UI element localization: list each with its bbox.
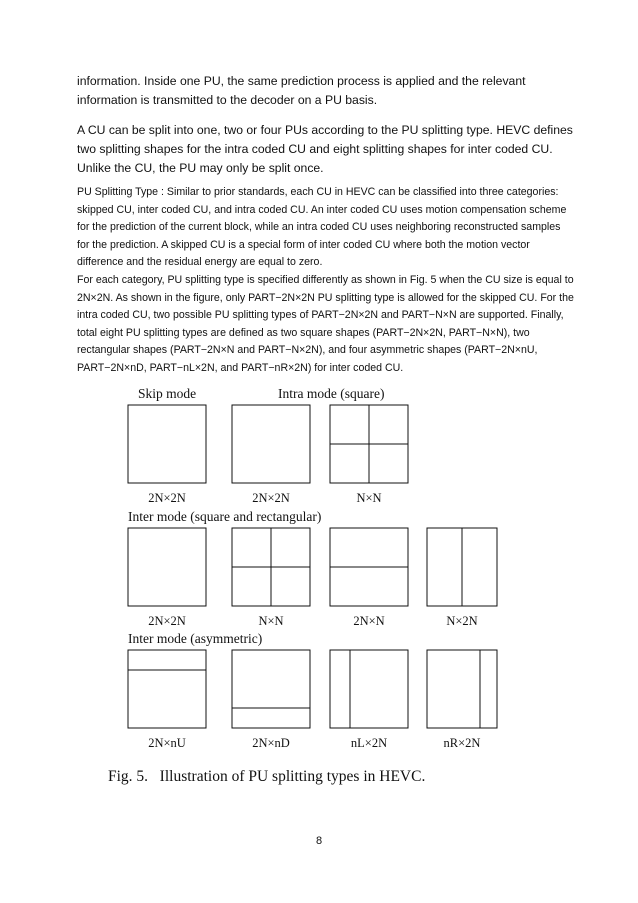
figure-caption: Fig. 5. Illustration of PU splitting types in HEVC. [108, 768, 426, 785]
label-asym-2NxnU: 2N×nU [148, 736, 186, 750]
pu-splitting-diagram [110, 378, 430, 788]
label-inter-2NxN: 2N×N [353, 614, 385, 628]
label-intra-2Nx2N: 2N×2N [252, 491, 290, 505]
pu-block-asym-2NxnU [128, 650, 206, 728]
paragraph-pu-splitting-type: PU Splitting Type : Similar to prior standards, each CU in HEVC can be classified into three categories: skipped CU, inter coded CU, and intra coded CU. An inter coded CU uses motion compensation scheme for the prediction of the current block, while an intra coded CU uses neighboring reconstructed samples for the prediction. A skipped CU is a special form of inter coded CU where both the motion vector difference and the residual energy are equal to zero. [77, 186, 567, 268]
heading-inter-mode-square: Inter mode (square and rectangular) [128, 509, 322, 524]
paragraph-each-category: For each category, PU splitting type is specified differently as shown in Fig. 5 when the CU size is equal to 2N×2N. As shown in the figure, only PART−2N×2N PU splitting type is allowed for the skipped CU. For the intra coded CU, two possible PU splitting types of PART−2N×2N and PART−N×N are supported. Finally, total eight PU splitting types are defined as two square shapes (PART−2N×2N, PART−N×N), two rectangular shapes (PART−2N×N and PART−N×2N), and four asymmetric shapes (PART−2N×nU, PART−2N×nD, PART−nL×2N, and PART−nR×2N) for inter coded CU. [77, 274, 574, 374]
heading-skip-mode: Skip mode [138, 386, 197, 401]
figure-5-column-4 [426, 378, 508, 763]
label-asym-2NxnD: 2N×nD [252, 736, 290, 750]
paragraph-pu-intro: information. Inside one PU, the same prediction process is applied and the relevant information is transmitted to the decoder on a PU basis. [77, 74, 526, 107]
pu-block-asym-nRx2N [427, 650, 497, 728]
pu-block-asym-2NxnD [232, 650, 310, 728]
label-intra-NxN: N×N [356, 491, 382, 505]
paragraph-cu-split: A CU can be split into one, two or four PUs according to the PU splitting type. HEVC defines two splitting shapes for the intra coded CU and eight splitting shapes for inter coded CU. Unlike the CU, the PU may only be split once. [77, 123, 573, 175]
label-skip-2Nx2N: 2N×2N [148, 491, 186, 505]
page-number: 8 [315, 835, 323, 847]
label-asym-nRx2N: nR×2N [443, 736, 481, 750]
pu-block-asym-nLx2N [330, 650, 408, 728]
pu-splitting-diagram-col4 [426, 378, 508, 758]
pu-block-inter-2Nx2N [128, 528, 206, 606]
label-asym-nLx2N: nL×2N [350, 736, 388, 750]
heading-intra-mode: Intra mode (square) [278, 386, 385, 401]
pu-block-skip-2Nx2N [128, 405, 206, 483]
label-inter-Nx2N: N×2N [446, 614, 478, 628]
figure-5 [110, 378, 430, 793]
label-inter-NxN: N×N [258, 614, 284, 628]
pu-block-intra-2Nx2N [232, 405, 310, 483]
label-inter-2Nx2N: 2N×2N [148, 614, 186, 628]
heading-inter-mode-asymmetric: Inter mode (asymmetric) [128, 631, 263, 646]
